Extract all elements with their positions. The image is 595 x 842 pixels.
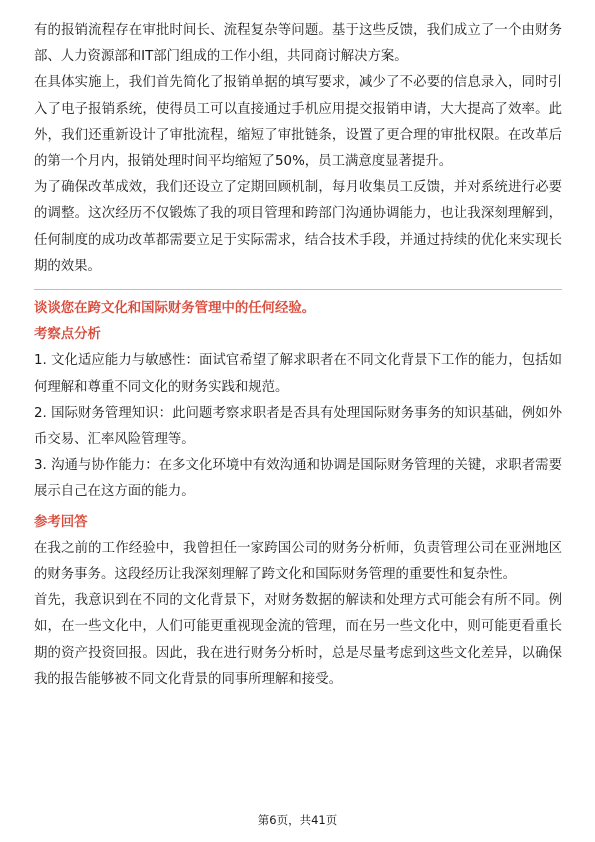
analysis-heading: 考察点分析 (34, 327, 101, 343)
answer-paragraph-1: 在我之前的工作经验中，我曾担任一家跨国公司的财务分析师，负责管理公司在亚洲地区的财务事务。这段经历让我深刻理解了跨文化和国际财务管理的重要性和复杂性。 (34, 540, 562, 583)
analysis-item-1: 1. 文化适应能力与敏感性：面试官希望了解求职者在不同文化背景下工作的能力，包括如何理解和尊重不同文化的财务实践和规范。 (34, 353, 562, 395)
page-number: 第6页，共41页 (257, 813, 338, 827)
answer-paragraph-2: 首先，我意识到在不同的文化背景下，对财务数据的解读和处理方式可能会有所不同。例如，在一些文化中，人们可能更重视现金流的管理，而在另一些文化中，则可能更看重长期的资产投资回报。因此，我在进行财务分析时，总是尽量考虑到这些文化差异，以确保我的报告能够被不同文化背景的同事所理解和接受。 (34, 593, 562, 687)
intro-paragraph-2: 在具体实施上，我们首先简化了报销单据的填写要求，减少了不必要的信息录入，同时引入了电子报销系统，使得员工可以直接通过手机应用提交报销申请，大大提高了效率。此外，我们还重新设计了审批流程，缩短了审批链条，设置了更合理的审批权限。在改革后的第一个月内，报销处理时间平均缩短了50%，员工满意度显著提升。 (34, 75, 562, 170)
intro-paragraph-3: 为了确保改革成效，我们还设立了定期回顾机制，每月收集员工反馈，并对系统进行必要的调整。这次经历不仅锻炼了我的项目管理和跨部门沟通协调能力，也让我深刻理解到，任何制度的成功改革都需要立足于实际需求，结合技术手段，并通过持续的优化来实现长期的效果。 (34, 180, 562, 274)
section-divider (34, 289, 562, 290)
document-body (34, 18, 562, 693)
intro-paragraph-1: 有的报销流程存在审批时间长、流程复杂等问题。基于这些反馈，我们成立了一个由财务部、人力资源部和IT部门组成的工作小组，共同商讨解决方案。 (34, 23, 562, 65)
answer-heading: 参考回答 (34, 514, 88, 530)
question-title: 谈谈您在跨文化和国际财务管理中的任何经验。 (34, 301, 316, 317)
analysis-item-3: 3. 沟通与协作能力：在多文化环境中有效沟通和协调是国际财务管理的关键，求职者需要展示自己在这方面的能力。 (34, 458, 562, 500)
analysis-item-2: 2. 国际财务管理知识：此问题考察求职者是否具有处理国际财务事务的知识基础，例如外币交易、汇率风险管理等。 (34, 405, 562, 448)
